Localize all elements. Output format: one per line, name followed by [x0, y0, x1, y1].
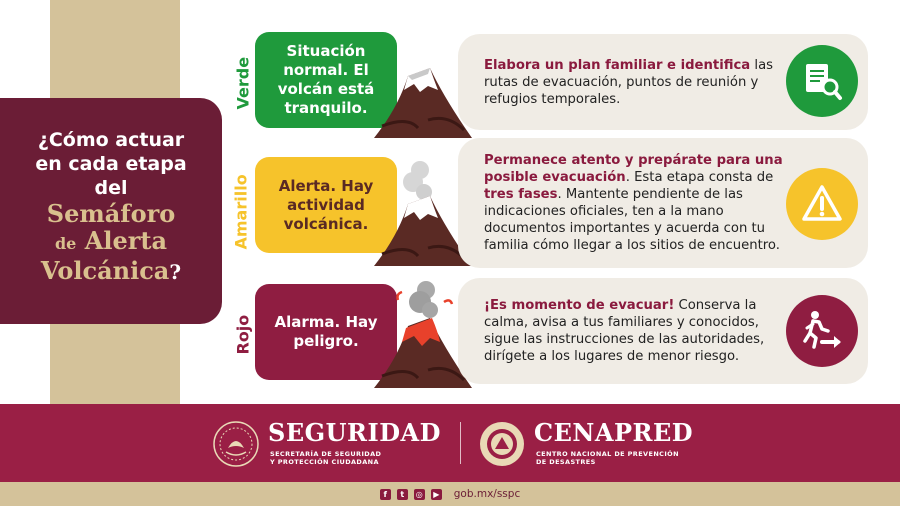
title-de: de — [54, 234, 77, 253]
card-rojo-bold: ¡Es momento de evacuar! — [484, 298, 675, 313]
title-panel — [0, 98, 222, 324]
cenapred-logo-icon — [478, 420, 526, 468]
footer-social-bar — [0, 482, 900, 506]
card-rojo-body: Conserva la calma, avisa a tus familiares y conocidos, sigue las instrucciones de las autoridades, dirígete a los lugares de menor riesgo. — [484, 298, 765, 364]
seguridad-subtitle-2: Y PROTECCIÓN CIUDADANA — [270, 458, 379, 466]
status-box-rojo: Alarma. Hay peligro. — [255, 284, 397, 380]
card-rojo-text — [484, 278, 788, 384]
title-line-4: Semáforo — [46, 199, 176, 228]
card-verde-text — [484, 34, 788, 130]
title-line-3: del — [94, 177, 128, 199]
cenapred-subtitle-1: CENTRO NACIONAL DE PREVENCIÓN — [536, 450, 679, 458]
title-line-2: en cada etapa — [35, 153, 187, 175]
card-rojo — [458, 278, 868, 384]
seguridad-subtitle-1: SECRETARÍA DE SEGURIDAD — [270, 450, 382, 458]
card-amarillo-bold2: tres fases — [484, 187, 558, 202]
card-amarillo-bold: Permanece atento y prepárate para una posible evacuación — [484, 153, 783, 185]
warning-icon — [786, 168, 858, 240]
card-amarillo-text — [484, 138, 788, 268]
card-amarillo-body2: . Mantente pendiente de las indicaciones oficiales, ten a la mano documentos importantes y acuerda con tu familia cómo llegar a los sitios de encuentro. — [484, 187, 780, 253]
footer-band — [0, 404, 900, 482]
stage-label-rojo: Rojo — [233, 314, 253, 355]
footer-divider — [460, 422, 461, 464]
title-line-6 — [0, 257, 222, 286]
website-link[interactable]: gob.mx/sspc — [453, 488, 521, 500]
title-alerta: Alerta — [84, 226, 168, 255]
twitter-icon[interactable]: t — [397, 489, 408, 500]
evacuate-icon — [786, 295, 858, 367]
cenapred-wordmark: CENAPRED — [534, 418, 694, 447]
title-qmark: ? — [169, 260, 182, 284]
title-line-5 — [0, 227, 222, 257]
card-verde — [458, 34, 868, 130]
card-verde-bold: Elabora un plan familiar e identifica — [484, 57, 751, 73]
card-verde-body: las rutas de evacuación, puntos de reunión y refugios temporales. — [484, 57, 774, 107]
national-seal-icon — [212, 420, 260, 468]
card-amarillo-body1: . Esta etapa consta de — [625, 170, 774, 185]
stage-label-verde: Verde — [233, 56, 253, 110]
stage-label-amarillo: Amarillo — [231, 174, 251, 250]
facebook-icon[interactable]: f — [380, 489, 391, 500]
status-box-verde: Situación normal. El volcán está tranquilo. — [255, 32, 397, 128]
title-volcanica: Volcánica — [40, 256, 170, 285]
seguridad-wordmark: SEGURIDAD — [268, 418, 441, 447]
cenapred-subtitle-2: DE DESASTRES — [536, 458, 596, 466]
title-line-1: ¿Cómo actuar — [37, 129, 185, 151]
document-search-icon — [786, 45, 858, 117]
youtube-icon[interactable]: ▶ — [431, 489, 442, 500]
status-box-amarillo: Alerta. Hay actividad volcánica. — [255, 157, 397, 253]
instagram-icon[interactable]: ◎ — [414, 489, 425, 500]
card-amarillo — [458, 138, 868, 268]
